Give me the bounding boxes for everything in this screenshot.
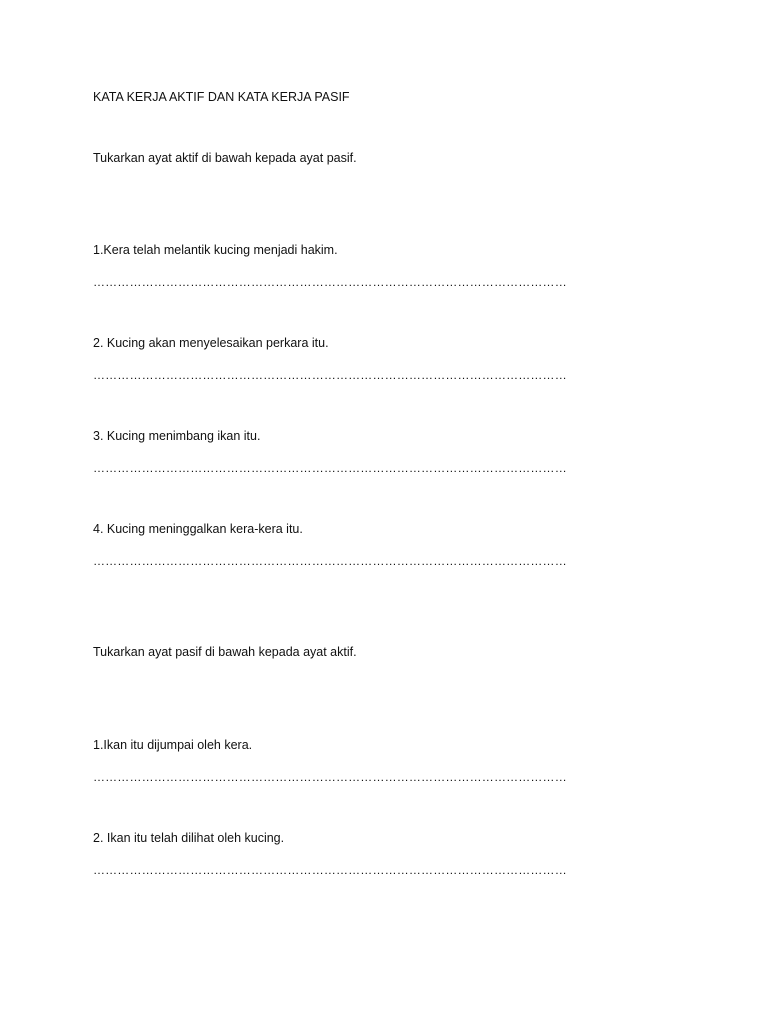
section1-question-4: 4. Kucing meninggalkan kera-kera itu. — [93, 522, 303, 536]
section2-question-2: 2. Ikan itu telah dilihat oleh kucing. — [93, 831, 285, 845]
answer-line-s1-q3[interactable]: ……………………………………………………………………………………………………… — [93, 461, 567, 475]
section1-question-3: 3. Kucing menimbang ikan itu. — [93, 429, 261, 443]
section2-question-1: 1.Ikan itu dijumpai oleh kera. — [93, 738, 253, 752]
answer-line-s2-q1[interactable]: ……………………………………………………………………………………………………… — [93, 770, 567, 784]
answer-line-s2-q2[interactable]: ……………………………………………………………………………………………………… — [93, 863, 567, 877]
answer-line-s1-q2[interactable]: ……………………………………………………………………………………………………… — [93, 368, 567, 382]
section1-instruction: Tukarkan ayat aktif di bawah kepada ayat pasif. — [93, 151, 357, 165]
section1-question-1: 1.Kera telah melantik kucing menjadi hakim. — [93, 243, 338, 257]
page-title: KATA KERJA AKTIF DAN KATA KERJA PASIF — [93, 90, 350, 104]
answer-line-s1-q1[interactable]: ……………………………………………………………………………………………………… — [93, 275, 567, 289]
section1-question-2: 2. Kucing akan menyelesaikan perkara itu. — [93, 336, 329, 350]
section2-instruction: Tukarkan ayat pasif di bawah kepada ayat aktif. — [93, 645, 357, 659]
answer-line-s1-q4[interactable]: ……………………………………………………………………………………………………… — [93, 554, 567, 568]
